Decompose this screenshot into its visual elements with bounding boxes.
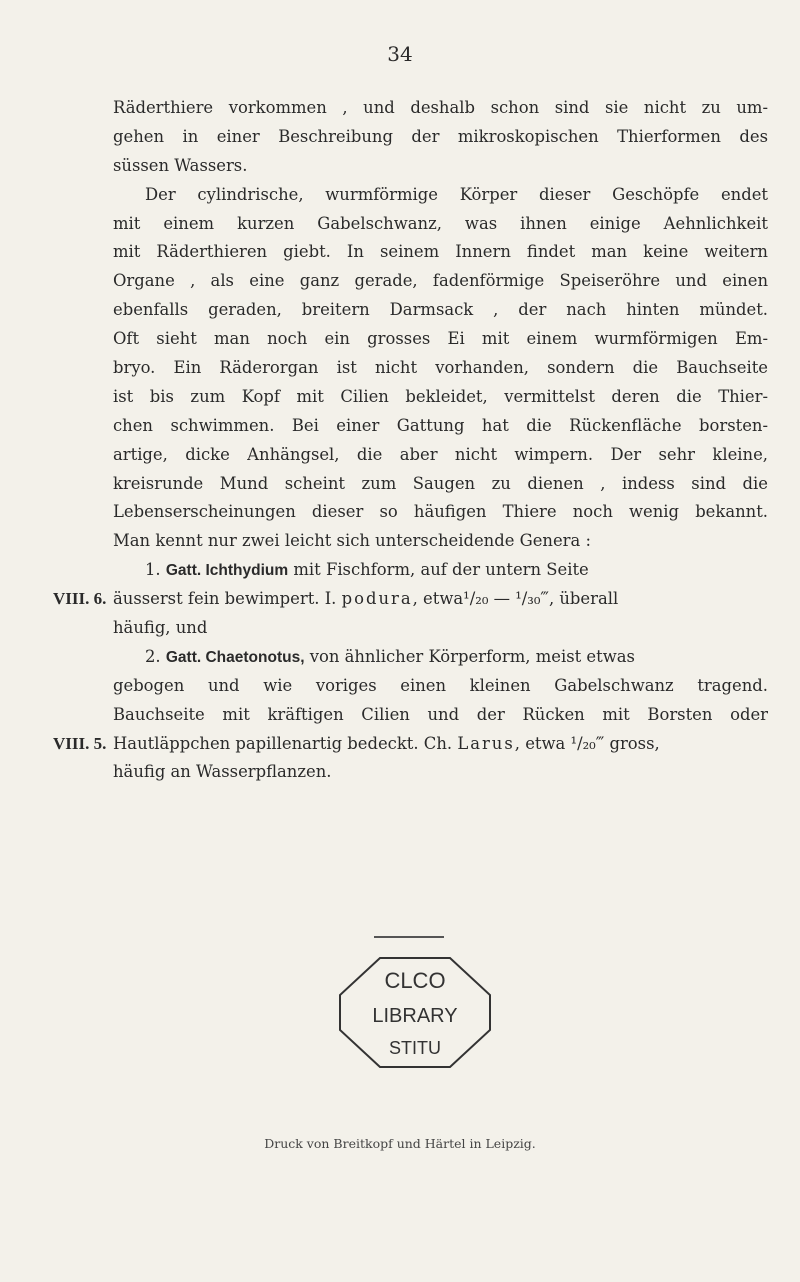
genus-2-species: Larus [457, 733, 515, 753]
genus-1-text: äusserst fein bewimpert. I. [113, 589, 342, 609]
text-line: Lebenserscheinungen dieser so häufigen Thiere noch wenig bekannt. [113, 502, 768, 522]
text-line: bryo. Ein Räderorgan ist nicht vorhanden, sondern die Bauchseite [113, 358, 768, 378]
library-stamp-icon [330, 950, 500, 1075]
genus-1-rest: mit Fischform, auf der untern Seite [288, 560, 589, 580]
genus-1-text-b: , etwa¹/₂₀ — ¹/₃₀‴, überall [412, 589, 619, 609]
margin-note-genus-1: VIII. 6. [53, 589, 107, 609]
genus-1-heading [113, 556, 768, 585]
text-line: Organe , als eine ganz gerade, fadenförmige Speiseröhre und einen [113, 271, 768, 291]
text-line: ist bis zum Kopf mit Cilien bekleidet, vermittelst deren die Thier- [113, 386, 768, 406]
genus-2-number: 2. [145, 646, 161, 666]
genus-2-line-4 [53, 730, 768, 759]
genus-1-label: Gatt. Ichthydium [165, 562, 289, 580]
printer-imprint: Druck von Breitkopf und Härtel in Leipzig. [264, 1136, 536, 1151]
stamp-center-text: LIBRARY [372, 1005, 458, 1027]
stamp-bottom-text: STITU [389, 1038, 441, 1058]
genus-1-line-2 [53, 585, 768, 614]
genus-1-species: podura [341, 589, 413, 609]
genus-1-number: 1. [145, 560, 161, 580]
library-stamp [330, 950, 500, 1075]
stamp-top-text: CLCO [384, 968, 446, 993]
text-line: Man kennt nur zwei leicht sich unterscheidende Genera : [113, 531, 592, 551]
text-line: süssen Wassers. [113, 155, 248, 175]
text-line: gehen in einer Beschreibung der mikroskopischen Thierformen des [113, 126, 768, 146]
genus-2-rest: von ähnlicher Körperform, meist etwas [304, 646, 635, 666]
text-line: chen schwimmen. Bei einer Gattung hat die Rückenfläche borsten- [113, 415, 768, 435]
text-line: artige, dicke Anhängsel, die aber nicht wimpern. Der sehr kleine, [113, 444, 768, 464]
text-line: kreisrunde Mund scheint zum Saugen zu dienen , indess sind die [113, 473, 768, 493]
genus-2-label: Gatt. Chaetonotus, [165, 648, 305, 666]
genus-2-text: Hautläppchen papillenartig bedeckt. Ch. [113, 733, 458, 753]
text-line: Räderthiere vorkommen , und deshalb schon sind sie nicht zu um- [113, 98, 768, 117]
text-line: Oft sieht man noch ein grosses Ei mit einem wurmförmigen Em- [113, 329, 768, 349]
text-line: ebenfalls geraden, breitern Darmsack , der nach hinten mündet. [113, 300, 768, 320]
text-line: Der cylindrische, wurmförmige Körper dieser Geschöpfe endet [145, 184, 768, 204]
decorative-rule [374, 936, 444, 938]
genus-2-text-b: , etwa ¹/₂₀‴ gross, [514, 733, 660, 753]
genus-2-line-2: gebogen und wie voriges einen kleinen Gabelschwanz tragend. [113, 675, 768, 695]
genus-2-line-5: häufig an Wasserpflanzen. [113, 762, 332, 782]
genus-2-line-3: Bauchseite mit kräftigen Cilien und der Rücken mit Borsten oder [113, 704, 768, 724]
text-line: mit einem kurzen Gabelschwanz, was ihnen einige Aehnlichkeit [113, 213, 768, 233]
genus-2-heading [113, 643, 768, 672]
page-number: 34 [387, 42, 413, 66]
genus-1-line-3: häufig, und [113, 618, 208, 638]
body-text [53, 94, 768, 787]
text-line: mit Räderthieren giebt. In seinem Innern findet man keine weitern [113, 242, 768, 262]
margin-note-genus-2: VIII. 5. [53, 733, 107, 753]
